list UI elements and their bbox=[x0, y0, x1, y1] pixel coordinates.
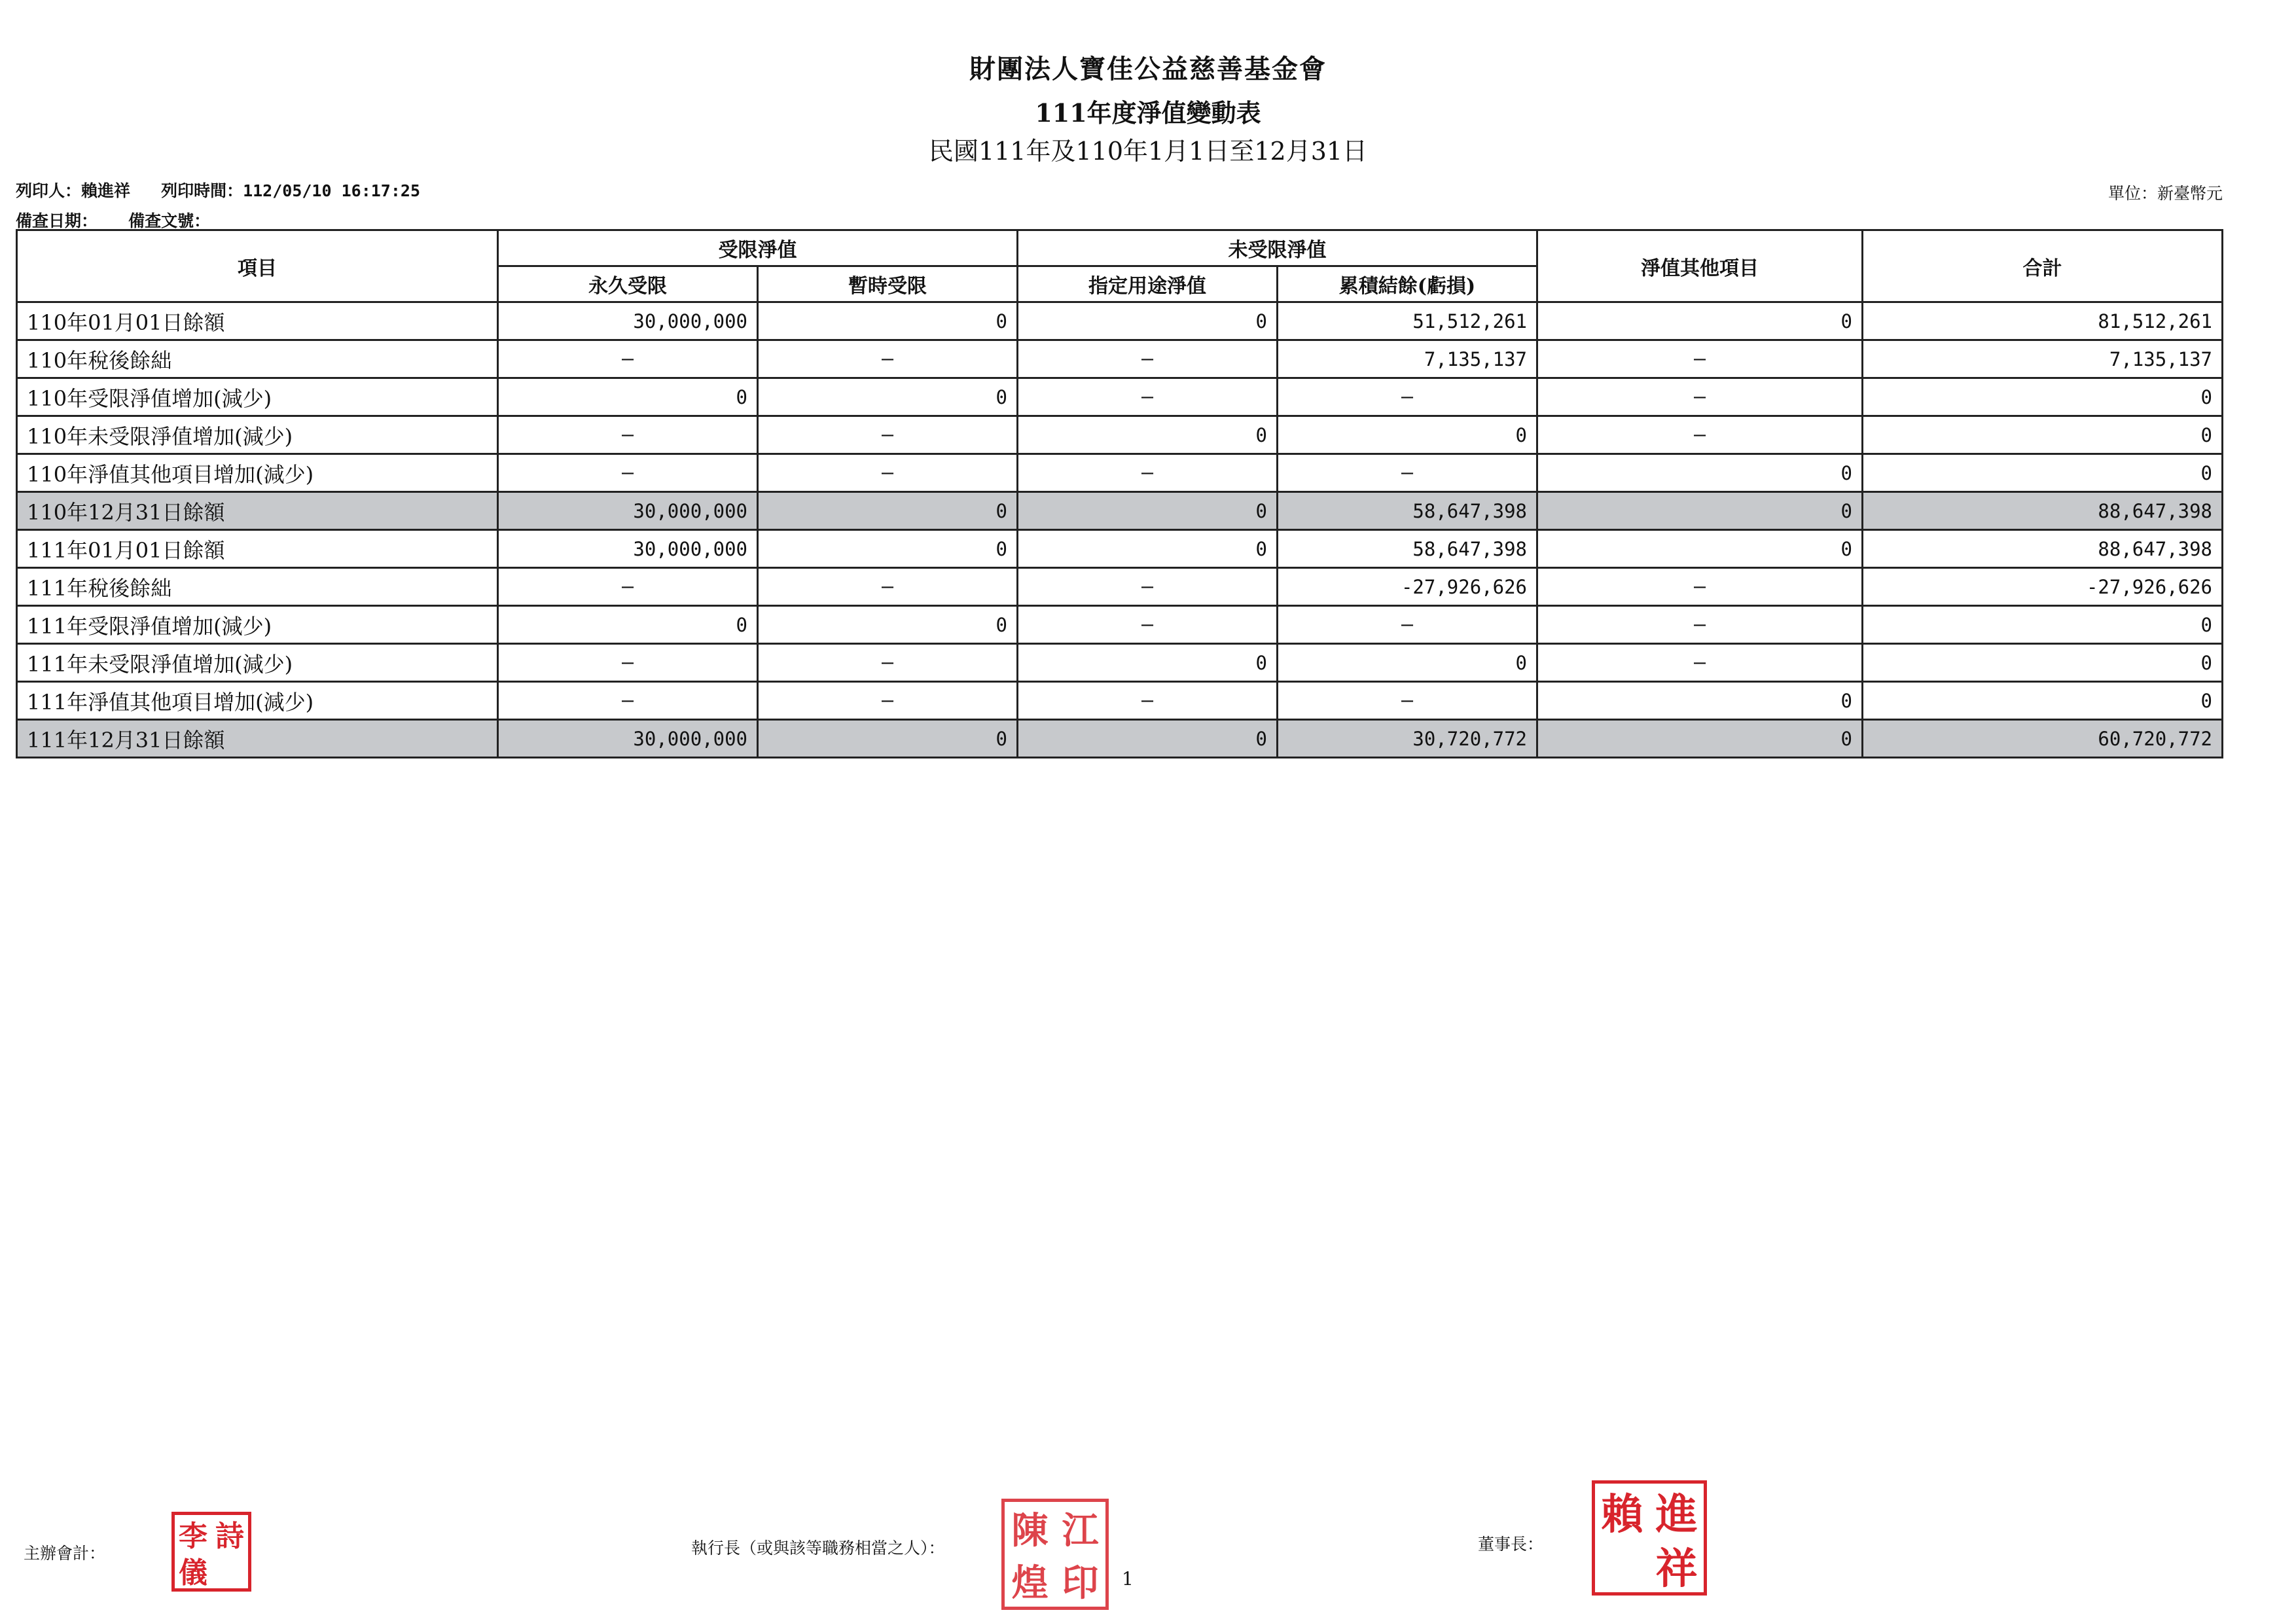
cell-c5: — bbox=[1537, 606, 1863, 644]
row-label: 110年淨值其他項目增加(減少) bbox=[17, 454, 498, 492]
audit-number: 備查文號： bbox=[128, 211, 211, 230]
row-label: 111年受限淨值增加(減少) bbox=[17, 606, 498, 644]
cell-c6: 88,647,398 bbox=[1863, 492, 2223, 530]
cell-c2: 0 bbox=[758, 302, 1018, 340]
table-row bbox=[17, 492, 2223, 530]
audit-date: 備查日期： bbox=[16, 211, 98, 230]
cell-c1: — bbox=[498, 416, 758, 454]
cell-c4: 51,512,261 bbox=[1278, 302, 1537, 340]
cell-c5: 0 bbox=[1537, 720, 1863, 758]
cell-c5: 0 bbox=[1537, 682, 1863, 720]
header-designated: 指定用途淨值 bbox=[1018, 266, 1278, 302]
currency-unit: 單位：新臺幣元 bbox=[2108, 184, 2223, 203]
cell-c6: 0 bbox=[1863, 416, 2223, 454]
row-label: 110年12月31日餘額 bbox=[17, 492, 498, 530]
header-item: 項目 bbox=[17, 230, 498, 302]
cell-c3: 0 bbox=[1018, 644, 1278, 682]
row-label: 111年未受限淨值增加(減少) bbox=[17, 644, 498, 682]
cell-c5: 0 bbox=[1537, 302, 1863, 340]
row-label: 110年稅後餘絀 bbox=[17, 340, 498, 378]
header-unrestricted: 未受限淨值 bbox=[1018, 230, 1537, 266]
print-info bbox=[16, 178, 441, 202]
cell-c5: — bbox=[1537, 378, 1863, 416]
printer: 列印人：賴進祥 bbox=[16, 181, 131, 200]
table-row bbox=[17, 416, 2223, 454]
row-label: 110年未受限淨值增加(減少) bbox=[17, 416, 498, 454]
table-row bbox=[17, 606, 2223, 644]
cell-c2: — bbox=[758, 644, 1018, 682]
cell-c3: 0 bbox=[1018, 416, 1278, 454]
cell-c6: 0 bbox=[1863, 378, 2223, 416]
cell-c6: 0 bbox=[1863, 454, 2223, 492]
cell-c2: — bbox=[758, 682, 1018, 720]
cell-c3: — bbox=[1018, 378, 1278, 416]
report-period: 民國111年及110年1月1日至12月31日 bbox=[928, 137, 1368, 166]
cell-c2: — bbox=[758, 416, 1018, 454]
cell-c5: 0 bbox=[1537, 492, 1863, 530]
cell-c3: 0 bbox=[1018, 530, 1278, 568]
header-other-items: 淨值其他項目 bbox=[1537, 230, 1863, 302]
cell-c3: — bbox=[1018, 454, 1278, 492]
cell-c6: 0 bbox=[1863, 682, 2223, 720]
cell-c3: — bbox=[1018, 340, 1278, 378]
cell-c1: — bbox=[498, 644, 758, 682]
cell-c4: 30,720,772 bbox=[1278, 720, 1537, 758]
cell-c1: — bbox=[498, 568, 758, 606]
cell-c6: -27,926,626 bbox=[1863, 568, 2223, 606]
header-permanent: 永久受限 bbox=[498, 266, 758, 302]
ceo-label: 執行長（或與該等職務相當之人）： bbox=[691, 1539, 945, 1558]
ceo-seal: 陳 江 煌 印 bbox=[1001, 1499, 1109, 1610]
cell-c3: 0 bbox=[1018, 492, 1278, 530]
cell-c2: — bbox=[758, 568, 1018, 606]
table-row bbox=[17, 530, 2223, 568]
cell-c4: 0 bbox=[1278, 644, 1537, 682]
cell-c3: 0 bbox=[1018, 302, 1278, 340]
accountant-label: 主辦會計： bbox=[24, 1544, 106, 1563]
cell-c4: 58,647,398 bbox=[1278, 492, 1537, 530]
cell-c4: — bbox=[1278, 606, 1537, 644]
table-row bbox=[17, 378, 2223, 416]
row-label: 110年受限淨值增加(減少) bbox=[17, 378, 498, 416]
cell-c2: 0 bbox=[758, 720, 1018, 758]
header-accumulated: 累積結餘(虧損) bbox=[1278, 266, 1537, 302]
cell-c3: — bbox=[1018, 568, 1278, 606]
cell-c4: — bbox=[1278, 682, 1537, 720]
cell-c6: 0 bbox=[1863, 606, 2223, 644]
cell-c1: 30,000,000 bbox=[498, 302, 758, 340]
page-number: 1 bbox=[1122, 1568, 1134, 1590]
table-row bbox=[17, 568, 2223, 606]
table-row bbox=[17, 644, 2223, 682]
table-row bbox=[17, 682, 2223, 720]
cell-c2: 0 bbox=[758, 378, 1018, 416]
cell-c6: 60,720,772 bbox=[1863, 720, 2223, 758]
row-label: 111年01月01日餘額 bbox=[17, 530, 498, 568]
cell-c3: — bbox=[1018, 606, 1278, 644]
cell-c1: 0 bbox=[498, 378, 758, 416]
cell-c2: — bbox=[758, 340, 1018, 378]
organization-name: 財團法人寶佳公益慈善基金會 bbox=[969, 54, 1327, 84]
table-row bbox=[17, 720, 2223, 758]
report-title: 111年度淨值變動表 bbox=[1035, 98, 1261, 128]
cell-c4: 7,135,137 bbox=[1278, 340, 1537, 378]
cell-c2: 0 bbox=[758, 530, 1018, 568]
cell-c1: — bbox=[498, 340, 758, 378]
cell-c5: — bbox=[1537, 644, 1863, 682]
cell-c5: — bbox=[1537, 340, 1863, 378]
cell-c4: 58,647,398 bbox=[1278, 530, 1537, 568]
cell-c1: 30,000,000 bbox=[498, 530, 758, 568]
cell-c1: 30,000,000 bbox=[498, 720, 758, 758]
accountant-seal: 李 詩 儀 bbox=[171, 1512, 251, 1592]
table-row bbox=[17, 454, 2223, 492]
header-temporary: 暫時受限 bbox=[758, 266, 1018, 302]
cell-c6: 81,512,261 bbox=[1863, 302, 2223, 340]
cell-c5: — bbox=[1537, 416, 1863, 454]
print-time: 列印時間：112/05/10 16:17:25 bbox=[161, 181, 421, 200]
cell-c4: — bbox=[1278, 378, 1537, 416]
cell-c6: 0 bbox=[1863, 644, 2223, 682]
row-label: 110年01月01日餘額 bbox=[17, 302, 498, 340]
cell-c2: 0 bbox=[758, 606, 1018, 644]
cell-c4: 0 bbox=[1278, 416, 1537, 454]
table-row bbox=[17, 340, 2223, 378]
cell-c1: — bbox=[498, 454, 758, 492]
net-worth-change-table bbox=[16, 229, 2223, 758]
row-label: 111年12月31日餘額 bbox=[17, 720, 498, 758]
cell-c4: — bbox=[1278, 454, 1537, 492]
chairman-seal: 賴 進 祥 bbox=[1592, 1480, 1707, 1596]
cell-c3: 0 bbox=[1018, 720, 1278, 758]
chairman-label: 董事長： bbox=[1478, 1535, 1544, 1554]
row-label: 111年稅後餘絀 bbox=[17, 568, 498, 606]
cell-c2: — bbox=[758, 454, 1018, 492]
header-restricted: 受限淨值 bbox=[498, 230, 1018, 266]
cell-c5: 0 bbox=[1537, 454, 1863, 492]
table-row bbox=[17, 302, 2223, 340]
cell-c1: 30,000,000 bbox=[498, 492, 758, 530]
cell-c5: — bbox=[1537, 568, 1863, 606]
cell-c3: — bbox=[1018, 682, 1278, 720]
cell-c1: 0 bbox=[498, 606, 758, 644]
row-label: 111年淨值其他項目增加(減少) bbox=[17, 682, 498, 720]
cell-c5: 0 bbox=[1537, 530, 1863, 568]
cell-c1: — bbox=[498, 682, 758, 720]
audit-info bbox=[16, 208, 231, 232]
cell-c6: 88,647,398 bbox=[1863, 530, 2223, 568]
cell-c4: -27,926,626 bbox=[1278, 568, 1537, 606]
header-total: 合計 bbox=[1863, 230, 2223, 302]
cell-c2: 0 bbox=[758, 492, 1018, 530]
cell-c6: 7,135,137 bbox=[1863, 340, 2223, 378]
